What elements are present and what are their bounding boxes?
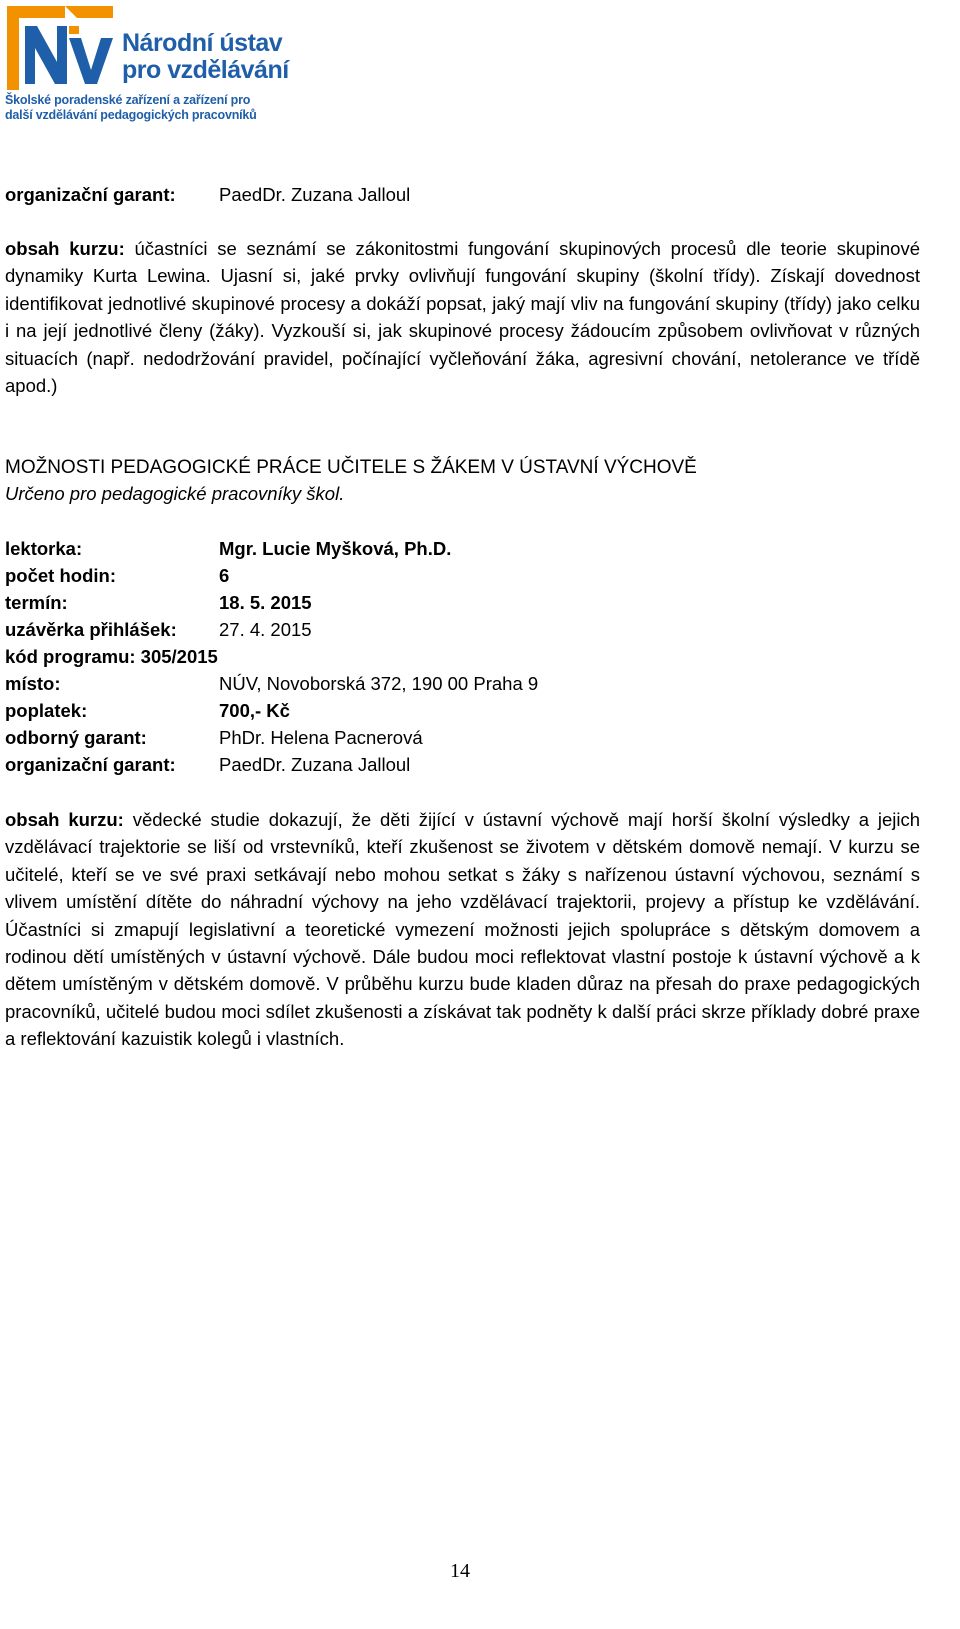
course-subtitle: Určeno pro pedagogické pracovníky škol. — [5, 483, 345, 504]
nuv-logo — [5, 0, 305, 130]
content-text: vědecké studie dokazují, že děti žijící v ústavní výchově mají horší školní výsledky a jejich vzdělávací trajektorie se liší od vrstevníků, kteří zkušenost se životem v dětském domově nemají. V kurzu se učitelé, kteří se ve své praxi setkávají nebo mohou setkat s žáky s nařízenou ústavní výchovou, seznámí s vlivem umístění dítěte do náhradní výchovy na jeho vzdělávací trajektorii, projevy a přístup ke vzdělávání. Účastníci si zmapují legislativní a teoretické vymezení možnosti jejich spolupráce s dětským domovem a rodinou dětí umístěných v ústavní výchově. Dále budou moci reflektovat vlastní postoje k ústavní výchově a k dětem umístěným v dětském domově. V průběhu kurzu bude kladen důraz na přesah do praxe pedagogických pracovníků, učitelé budou moci sdílet zkušenosti a získávat tak podněty k další práci skrze příklady dobré praxe a reflektování kazuistik kolegů i vlastních. — [5, 809, 921, 1050]
field-label: lektorka: — [5, 538, 83, 559]
field-label: kód programu: — [5, 646, 136, 667]
document-page — [5, 0, 920, 1629]
content-label: obsah kurzu: — [5, 809, 124, 830]
field-label: poplatek: — [5, 700, 88, 721]
field-value: PaedDr. Zuzana Jalloul — [219, 184, 411, 205]
field-value: PaedDr. Zuzana Jalloul — [219, 754, 411, 775]
field-label: organizační garant: — [5, 754, 176, 775]
page-number: 14 — [450, 1560, 470, 1582]
logo-subtitle-line2: další vzdělávání pedagogických pracovníků — [5, 108, 257, 122]
field-value: PhDr. Helena Pacnerová — [219, 727, 423, 748]
field-value: 27. 4. 2015 — [219, 619, 312, 640]
logo-title-line1: Národní ústav — [122, 29, 283, 57]
content-label: obsah kurzu: — [5, 238, 125, 259]
logo-subtitle — [5, 93, 257, 123]
field-value: Mgr. Lucie Myšková, Ph.D. — [219, 538, 452, 559]
course2-content — [5, 806, 920, 1053]
field-value: NÚV, Novoborská 372, 190 00 Praha 9 — [219, 673, 539, 694]
field-label: uzávěrka přihlášek: — [5, 619, 177, 640]
field-value: 18. 5. 2015 — [219, 592, 312, 613]
field-label: místo: — [5, 673, 61, 694]
field-value: 305/2015 — [140, 646, 218, 667]
nuv-logo-mark-icon — [5, 4, 115, 92]
course1-content — [5, 235, 920, 399]
field-value: 6 — [219, 565, 230, 586]
course2-heading — [5, 454, 920, 507]
logo-title-line2: pro vzdělávání — [122, 56, 289, 84]
content-text: účastníci se seznámí se zákonitostmi fungování skupinových procesů dle teorie skupinové dynamiky Kurta Lewina. Ujasní si, jaké prvky ovlivňují fungování skupiny (školní třídy). Získají dovednost identifikovat jednotlivé skupinové procesy a dokáží popsat, jaký mají vliv na fungování skupiny (třídy) jako celku i na její jednotlivé členy (žáky). Vyzkouší si, jak skupinové procesy žádoucím způsobem ovlivňovat v různých situacích (např. nedodržování pravidel, počínající vyčleňování žáka, agresivní chování, netolerance ve třídě apod.) — [5, 238, 921, 397]
field-label: odborný garant: — [5, 727, 147, 748]
field-label: termín: — [5, 592, 68, 613]
course-title: MOŽNOSTI PEDAGOGICKÉ PRÁCE UČITELE S ŽÁKEM V ÚSTAVNÍ VÝCHOVĚ — [5, 457, 697, 478]
field-label: organizační garant: — [5, 184, 176, 205]
field-label: počet hodin: — [5, 565, 116, 586]
kod-row — [5, 644, 218, 670]
field-value: 700,- Kč — [219, 700, 290, 721]
logo-subtitle-line1: Školské poradenské zařízení a zařízení pro — [5, 93, 251, 107]
logo-title — [122, 30, 289, 84]
